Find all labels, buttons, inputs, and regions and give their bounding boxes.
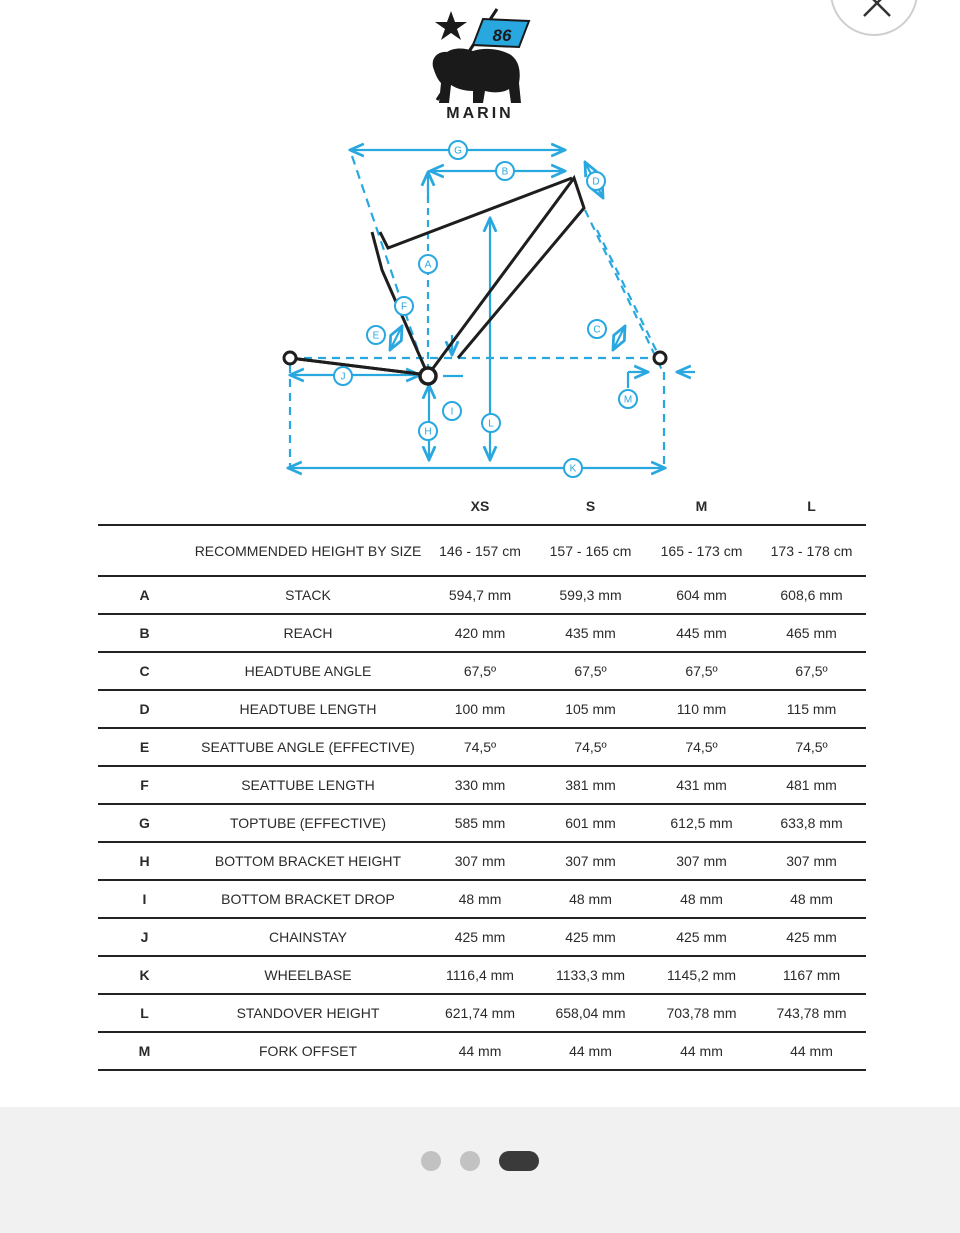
row-value: 146 - 157 cm xyxy=(425,525,535,576)
carousel-footer xyxy=(0,1107,960,1233)
bike-frame xyxy=(290,178,584,375)
svg-text:C: C xyxy=(593,324,601,336)
row-value: 48 mm xyxy=(535,880,646,918)
row-value: 74,5º xyxy=(535,728,646,766)
dimension-label-j xyxy=(334,367,352,385)
row-name: HEADTUBE LENGTH xyxy=(191,690,425,728)
bike-geometry-diagram xyxy=(0,0,960,490)
row-name: REACH xyxy=(191,614,425,652)
row-letter: L xyxy=(98,994,191,1032)
dimension-label-l xyxy=(482,414,500,432)
row-value: 435 mm xyxy=(535,614,646,652)
table-row xyxy=(98,728,866,766)
row-letter: C xyxy=(98,652,191,690)
row-value: 67,5º xyxy=(535,652,646,690)
dimension-label-f xyxy=(395,297,413,315)
row-value: 465 mm xyxy=(757,614,866,652)
row-letter: H xyxy=(98,842,191,880)
row-value: 621,74 mm xyxy=(425,994,535,1032)
row-value: 445 mm xyxy=(646,614,757,652)
row-letter: F xyxy=(98,766,191,804)
size-header-xs: XS xyxy=(425,488,535,525)
svg-text:D: D xyxy=(592,176,600,188)
row-value: 44 mm xyxy=(757,1032,866,1070)
dimension-label-i xyxy=(443,402,461,420)
row-value: 67,5º xyxy=(757,652,866,690)
dimension-label-g xyxy=(449,141,467,159)
row-name: CHAINSTAY xyxy=(191,918,425,956)
row-value: 48 mm xyxy=(757,880,866,918)
row-value: 658,04 mm xyxy=(535,994,646,1032)
svg-text:M: M xyxy=(623,394,633,406)
row-letter: G xyxy=(98,804,191,842)
carousel-dot-2[interactable] xyxy=(460,1151,480,1171)
row-value: 1133,3 mm xyxy=(535,956,646,994)
size-header-row xyxy=(98,488,866,525)
dimension-label-d xyxy=(587,172,605,190)
row-value: 481 mm xyxy=(757,766,866,804)
row-name: SEATTUBE ANGLE (EFFECTIVE) xyxy=(191,728,425,766)
row-value: 48 mm xyxy=(646,880,757,918)
row-value: 44 mm xyxy=(425,1032,535,1070)
row-value: 307 mm xyxy=(757,842,866,880)
svg-text:L: L xyxy=(488,418,494,430)
row-value: 599,3 mm xyxy=(535,576,646,614)
row-letter: B xyxy=(98,614,191,652)
svg-text:H: H xyxy=(424,426,432,438)
table-row xyxy=(98,994,866,1032)
row-value: 1116,4 mm xyxy=(425,956,535,994)
row-value: 110 mm xyxy=(646,690,757,728)
row-letter: I xyxy=(98,880,191,918)
row-name: HEADTUBE ANGLE xyxy=(191,652,425,690)
row-name: BOTTOM BRACKET HEIGHT xyxy=(191,842,425,880)
size-header-s: S xyxy=(535,488,646,525)
table-row xyxy=(98,804,866,842)
row-value: 703,78 mm xyxy=(646,994,757,1032)
row-letter: M xyxy=(98,1032,191,1070)
row-value: 1145,2 mm xyxy=(646,956,757,994)
svg-text:E: E xyxy=(372,330,380,342)
row-value: 307 mm xyxy=(646,842,757,880)
row-value: 105 mm xyxy=(535,690,646,728)
table-row xyxy=(98,918,866,956)
row-value: 585 mm xyxy=(425,804,535,842)
row-value: 165 - 173 cm xyxy=(646,525,757,576)
carousel-dot-3-active[interactable] xyxy=(499,1151,539,1171)
table-row xyxy=(98,652,866,690)
row-name: RECOMMENDED HEIGHT BY SIZE xyxy=(191,525,425,576)
table-row xyxy=(98,766,866,804)
row-value: 44 mm xyxy=(535,1032,646,1070)
rear-axle xyxy=(284,352,296,364)
row-value: 44 mm xyxy=(646,1032,757,1070)
row-value: 633,8 mm xyxy=(757,804,866,842)
row-name: STANDOVER HEIGHT xyxy=(191,994,425,1032)
row-letter: A xyxy=(98,576,191,614)
dimension-label-h xyxy=(419,422,437,440)
svg-text:B: B xyxy=(501,166,509,178)
carousel-dot-1[interactable] xyxy=(421,1151,441,1171)
flag-number: 86 xyxy=(492,26,512,45)
table-row xyxy=(98,842,866,880)
row-letter: D xyxy=(98,690,191,728)
svg-text:G: G xyxy=(454,145,462,157)
row-name: WHEELBASE xyxy=(191,956,425,994)
row-value: 74,5º xyxy=(425,728,535,766)
row-value: 1167 mm xyxy=(757,956,866,994)
svg-text:I: I xyxy=(450,406,454,418)
dimension-label-e xyxy=(367,326,385,344)
dimension-label-m xyxy=(619,390,637,408)
row-value: 48 mm xyxy=(425,880,535,918)
row-name: STACK xyxy=(191,576,425,614)
row-value: 67,5º xyxy=(425,652,535,690)
row-name: FORK OFFSET xyxy=(191,1032,425,1070)
row-value: 431 mm xyxy=(646,766,757,804)
row-value: 115 mm xyxy=(757,690,866,728)
front-axle xyxy=(654,352,666,364)
row-value: 601 mm xyxy=(535,804,646,842)
row-name: SEATTUBE LENGTH xyxy=(191,766,425,804)
table-row xyxy=(98,690,866,728)
row-value: 157 - 165 cm xyxy=(535,525,646,576)
svg-text:K: K xyxy=(569,463,577,475)
table-row xyxy=(98,576,866,614)
row-value: 608,6 mm xyxy=(757,576,866,614)
row-value: 594,7 mm xyxy=(425,576,535,614)
table-row xyxy=(98,614,866,652)
dimension-label-k xyxy=(564,459,582,477)
dimension-label-b xyxy=(496,162,514,180)
svg-text:J: J xyxy=(340,371,346,383)
row-value: 173 - 178 cm xyxy=(757,525,866,576)
row-letter: K xyxy=(98,956,191,994)
recommended-height-row xyxy=(98,525,866,576)
row-name: BOTTOM BRACKET DROP xyxy=(191,880,425,918)
dimension-label-a xyxy=(419,255,437,273)
row-letter: E xyxy=(98,728,191,766)
row-value: 425 mm xyxy=(757,918,866,956)
row-value: 74,5º xyxy=(757,728,866,766)
row-value: 381 mm xyxy=(535,766,646,804)
size-header-m: M xyxy=(646,488,757,525)
row-value: 67,5º xyxy=(646,652,757,690)
row-value: 604 mm xyxy=(646,576,757,614)
table-row xyxy=(98,956,866,994)
row-value: 425 mm xyxy=(535,918,646,956)
row-value: 612,5 mm xyxy=(646,804,757,842)
row-value: 74,5º xyxy=(646,728,757,766)
row-letter: J xyxy=(98,918,191,956)
row-value: 420 mm xyxy=(425,614,535,652)
row-value: 425 mm xyxy=(425,918,535,956)
bottom-bracket xyxy=(420,368,436,384)
size-header-l: L xyxy=(757,488,866,525)
row-value: 307 mm xyxy=(535,842,646,880)
brand-name: MARIN xyxy=(446,105,514,122)
geometry-table xyxy=(98,488,866,1071)
row-value: 307 mm xyxy=(425,842,535,880)
row-value: 743,78 mm xyxy=(757,994,866,1032)
svg-text:A: A xyxy=(424,259,432,271)
row-name: TOPTUBE (EFFECTIVE) xyxy=(191,804,425,842)
row-value: 330 mm xyxy=(425,766,535,804)
table-row xyxy=(98,1032,866,1070)
table-row xyxy=(98,880,866,918)
svg-text:F: F xyxy=(400,301,408,313)
row-value: 425 mm xyxy=(646,918,757,956)
dimension-label-c xyxy=(588,320,606,338)
row-value: 100 mm xyxy=(425,690,535,728)
